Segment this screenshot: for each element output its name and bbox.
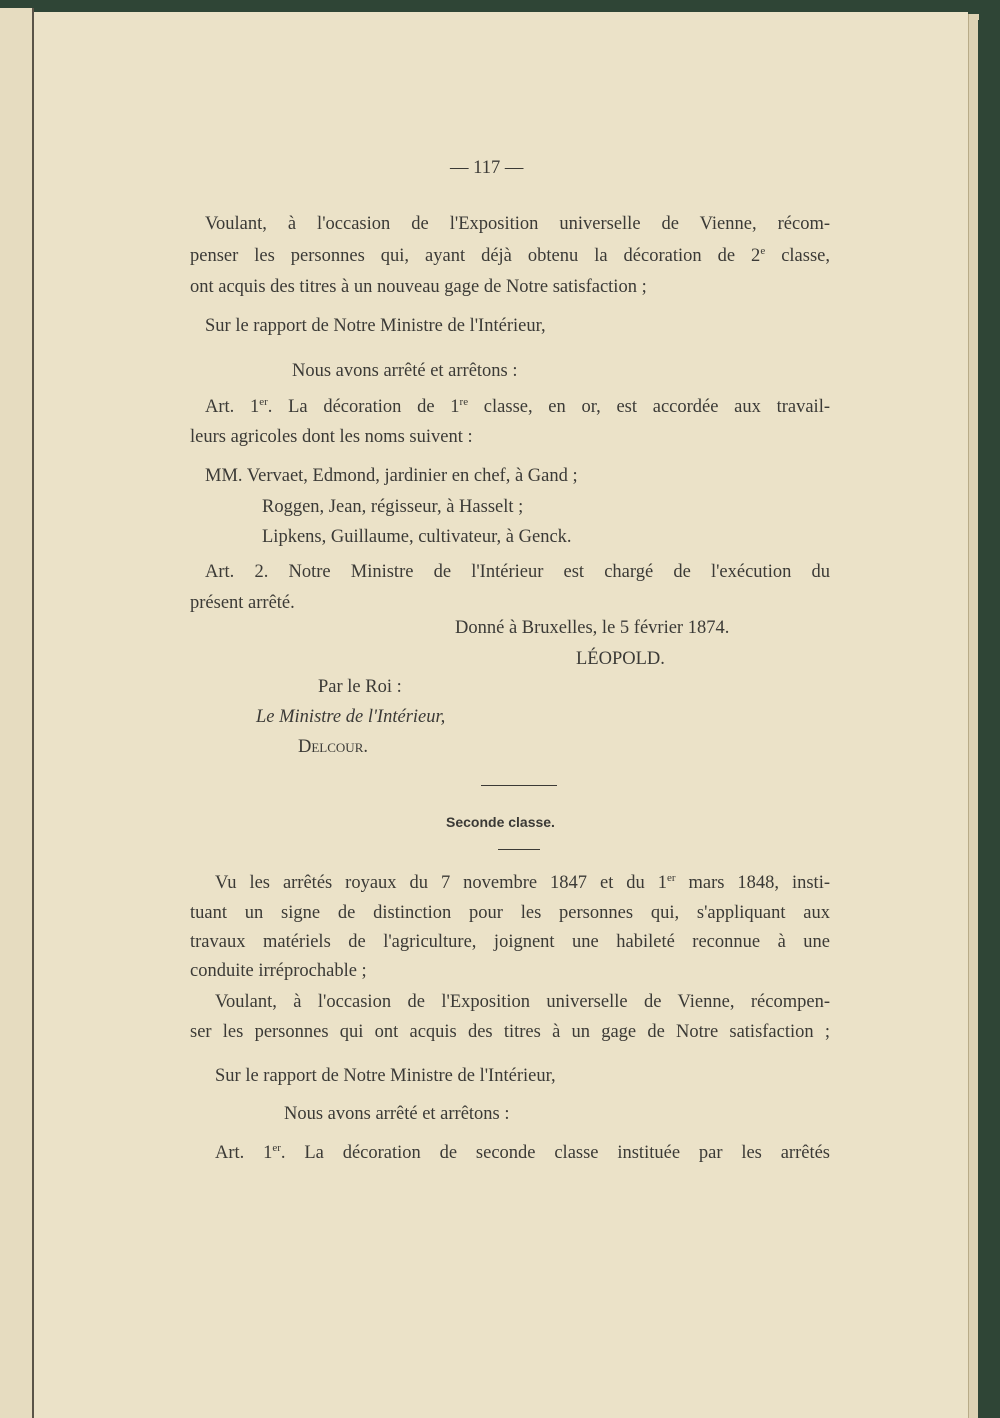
- text: Art. 1: [205, 397, 260, 417]
- text: . La décoration de 1: [267, 397, 460, 417]
- section-heading: Seconde classe.: [446, 814, 555, 830]
- paragraph-line: conduite irréprochable ;: [190, 961, 367, 981]
- text: classe, en or, est accordée aux travail-: [468, 397, 830, 417]
- king-signature: LÉOPOLD.: [576, 649, 665, 669]
- book-cover-edge: [978, 20, 1000, 1418]
- paragraph-line: [215, 871, 830, 895]
- divider: [481, 785, 557, 786]
- article-1: [205, 395, 830, 419]
- name-entry: Lipkens, Guillaume, cultivateur, à Genck.: [262, 527, 572, 547]
- text: Art. 1: [215, 1143, 273, 1163]
- name-entry: Roggen, Jean, régisseur, à Hasselt ;: [262, 497, 524, 517]
- paragraph-line: travaux matériels de l'agriculture, joignent une habileté reconnue à une: [190, 932, 830, 952]
- paragraph-line: Voulant, à l'occasion de l'Exposition universelle de Vienne, récompen-: [215, 992, 830, 1012]
- paragraph-line: Sur le rapport de Notre Ministre de l'Intérieur,: [215, 1066, 556, 1086]
- date-line: Donné à Bruxelles, le 5 février 1874.: [455, 618, 730, 638]
- paragraph-line: tuant un signe de distinction pour les personnes qui, s'appliquant aux: [190, 903, 830, 923]
- page-number: — 117 —: [450, 158, 524, 178]
- superscript: e: [760, 245, 766, 257]
- text: classe,: [765, 246, 830, 266]
- superscript: er: [259, 396, 268, 408]
- minister-signature: Delcour.: [298, 737, 368, 757]
- article-1-second-class: [215, 1141, 830, 1165]
- text: mars 1848, insti-: [675, 873, 830, 893]
- facing-page-edge: [0, 8, 34, 1418]
- text: Vu les arrêtés royaux du 7 novembre 1847 et du 1: [215, 873, 667, 893]
- text: . La décoration de seconde classe instituée par les arrêtés: [280, 1143, 830, 1163]
- article-2: Art. 2. Notre Ministre de l'Intérieur est chargé de l'exécution du: [205, 562, 830, 582]
- paragraph-line: ser les personnes qui ont acquis des titres à un gage de Notre satisfaction ;: [190, 1022, 830, 1042]
- paragraph-line: leurs agricoles dont les noms suivent :: [190, 427, 473, 447]
- paragraph-line: Sur le rapport de Notre Ministre de l'Intérieur,: [205, 316, 546, 336]
- par-le-roi: Par le Roi :: [318, 677, 402, 697]
- paragraph-line: ont acquis des titres à un nouveau gage de Notre satisfaction ;: [190, 277, 647, 297]
- superscript: er: [272, 1142, 281, 1154]
- text: penser les personnes qui, ayant déjà obtenu la décoration de 2: [190, 246, 761, 266]
- paragraph-line: [190, 244, 830, 268]
- name-entry: MM. Vervaet, Edmond, jardinier en chef, à Gand ;: [205, 466, 578, 486]
- superscript: re: [459, 396, 469, 408]
- paragraph-line: présent arrêté.: [190, 593, 295, 613]
- superscript: er: [667, 872, 676, 884]
- paragraph-line: Nous avons arrêté et arrêtons :: [284, 1104, 510, 1124]
- minister-title: Le Ministre de l'Intérieur,: [256, 707, 446, 727]
- divider: [498, 849, 540, 850]
- paragraph-line: Voulant, à l'occasion de l'Exposition universelle de Vienne, récom-: [205, 214, 830, 234]
- paragraph-line: Nous avons arrêté et arrêtons :: [292, 361, 518, 381]
